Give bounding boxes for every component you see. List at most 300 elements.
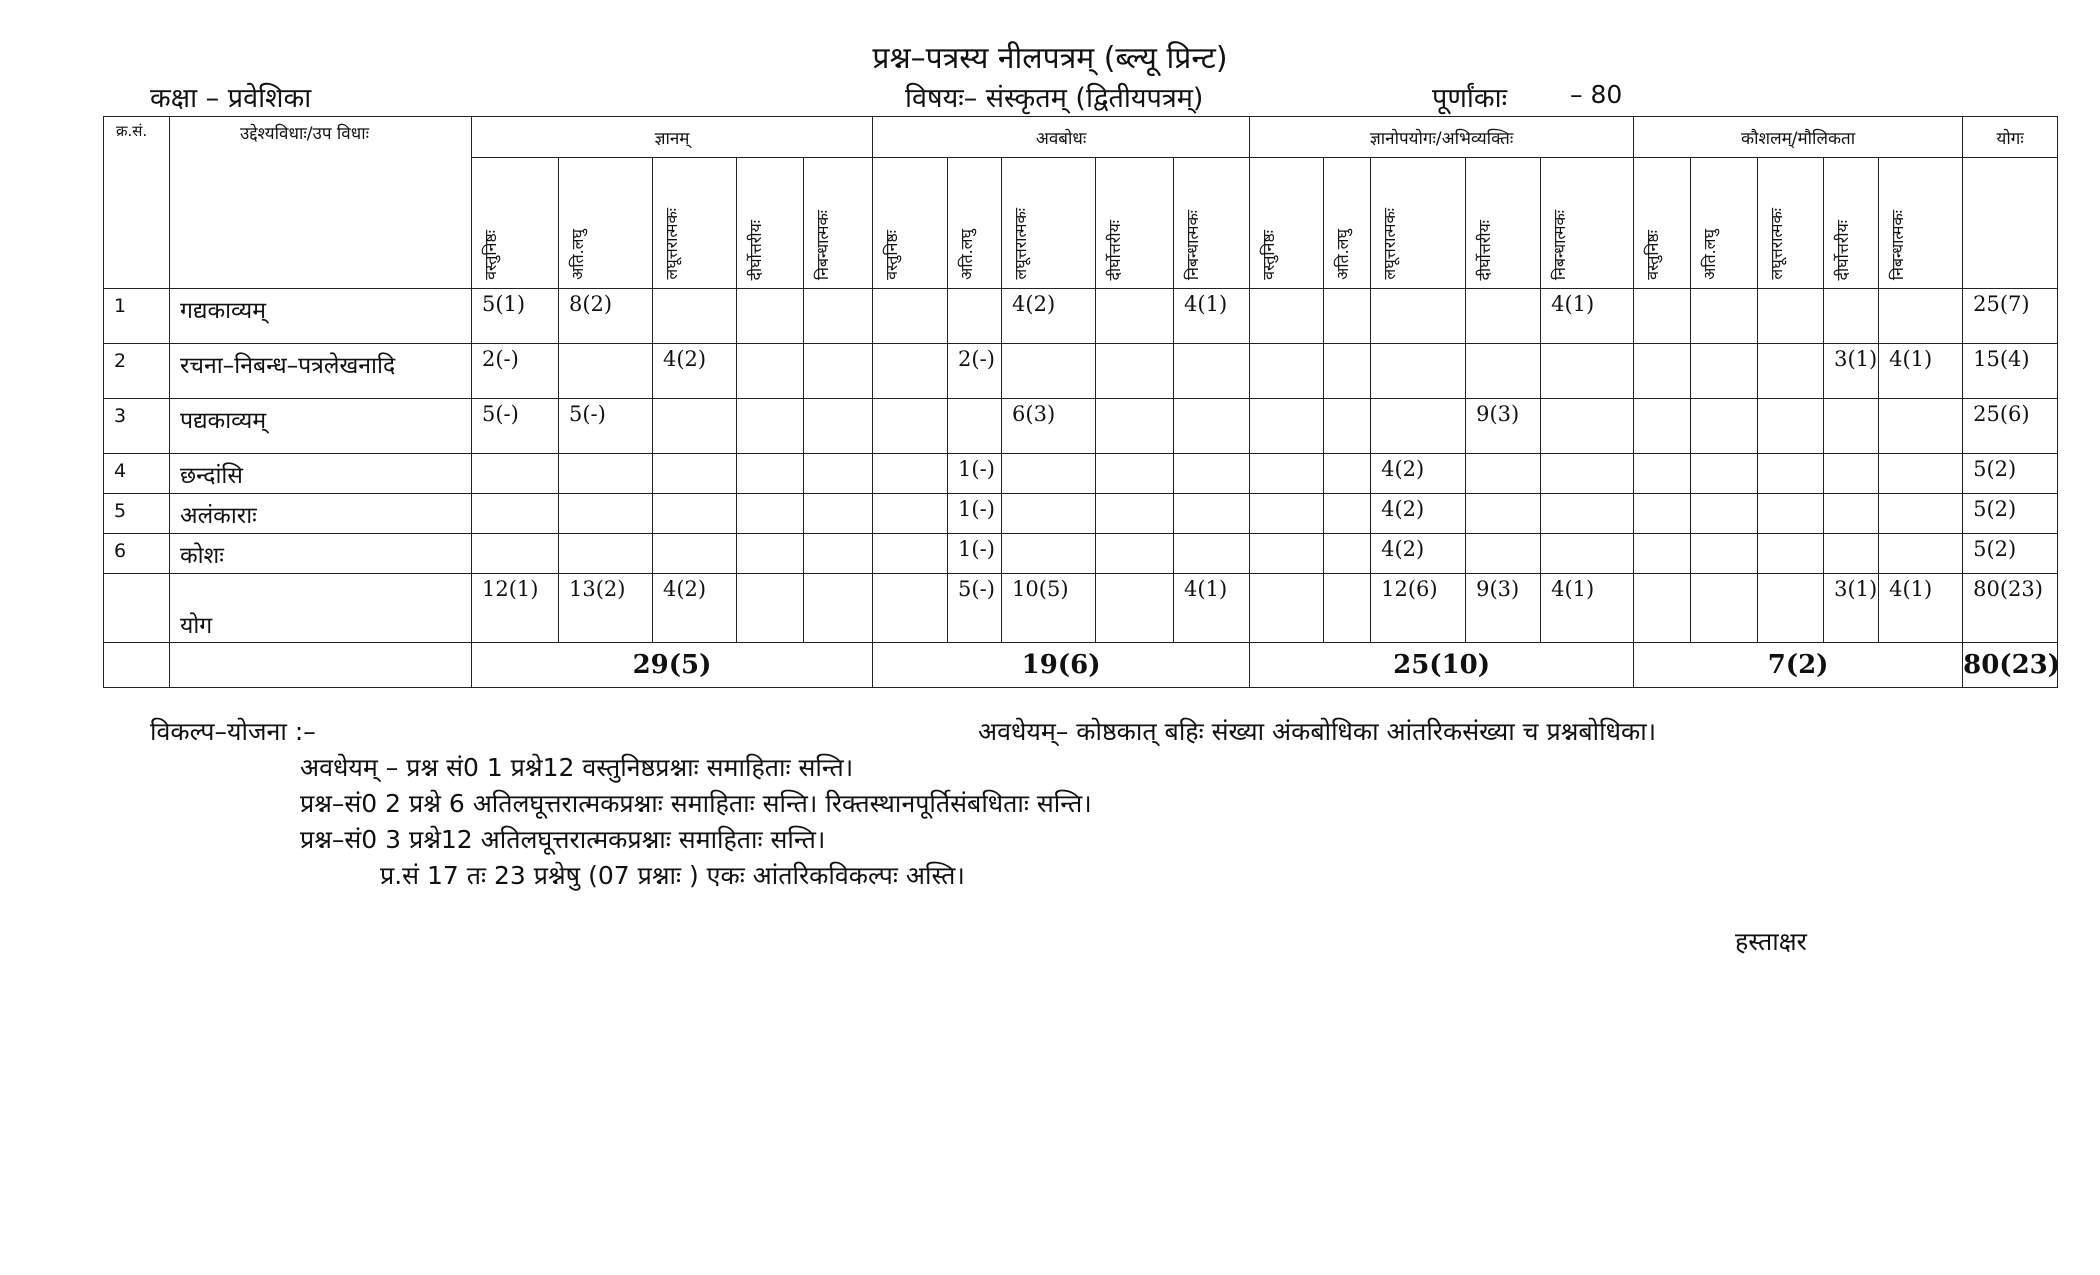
row-sn-cell	[104, 454, 170, 494]
cell-value	[1691, 344, 1757, 347]
table-cell	[1634, 534, 1691, 574]
table-cell	[1174, 494, 1250, 534]
note-line-2: प्रश्न–सं0 2 प्रश्ने 6 अतिलघूत्तरात्मकप्रश्नाः समाहिताः सन्ति। रिक्तस्थानपूर्तिसंबधिताः सन्ति।	[300, 789, 1092, 818]
table-cell	[1691, 289, 1758, 344]
table-cell	[737, 534, 804, 574]
cell-value	[1691, 454, 1757, 457]
row-sn-cell	[104, 344, 170, 399]
row-sn: 2	[114, 350, 127, 372]
table-cell	[804, 399, 873, 454]
group-total-cell	[472, 643, 873, 688]
cell-value: 4(2)	[1381, 537, 1425, 561]
subheader-label: निबन्धात्मकः	[1550, 209, 1570, 280]
table-cell	[1002, 399, 1096, 454]
row-name-cell	[170, 344, 472, 399]
group-total-value: 7(2)	[1767, 650, 1829, 680]
cell-value	[653, 399, 736, 402]
cell-value	[1758, 344, 1823, 347]
table-cell	[1691, 399, 1758, 454]
row-name: गद्यकाव्यम्	[180, 298, 267, 324]
subheader-cell	[737, 158, 804, 289]
table-cell	[1466, 454, 1541, 494]
subheader-cell	[1824, 158, 1879, 289]
cell-value	[1174, 494, 1249, 497]
cell-value	[737, 399, 803, 402]
header-objective: उद्देश्यविधाः/उप विधाः	[170, 117, 472, 289]
subheader-label: लघूत्तरात्मकः	[1380, 208, 1400, 280]
table-cell	[1371, 344, 1466, 399]
row-total: 5(2)	[1973, 497, 2017, 521]
cell-value	[1002, 494, 1095, 497]
row-total: 25(7)	[1973, 292, 2030, 316]
table-cell	[559, 454, 653, 494]
table-cell	[1879, 344, 1963, 399]
total-cell-value: 13(2)	[569, 577, 626, 601]
page-title: प्रश्न–पत्रस्य नीलपत्रम् (ब्ल्यू प्रिन्ट)	[872, 41, 1228, 76]
table-cell	[1634, 399, 1691, 454]
full-marks-label: पूर्णांकाः	[1432, 83, 1508, 114]
cell-value	[653, 454, 736, 457]
table-cell	[1371, 534, 1466, 574]
total-cell	[1824, 574, 1879, 643]
class-label: कक्षा – प्रवेशिका	[150, 83, 312, 114]
table-cell	[1250, 344, 1324, 399]
table-cell	[804, 289, 873, 344]
subheader-label: अति.लघु	[568, 229, 587, 280]
cell-value	[472, 534, 558, 537]
cell-value	[804, 399, 872, 402]
table-cell	[559, 399, 653, 454]
table-cell	[1466, 344, 1541, 399]
cell-value	[1096, 494, 1173, 497]
table-cell	[1879, 289, 1963, 344]
cell-value	[873, 289, 947, 292]
total-cell	[1174, 574, 1250, 643]
row-name: कोशः	[180, 543, 224, 569]
subheader-label: दीर्घोत्तरीयः	[1105, 219, 1125, 280]
table-cell	[1002, 289, 1096, 344]
cell-value	[1250, 344, 1323, 347]
header-total: योगः	[1963, 117, 2058, 158]
row-sn: 1	[114, 295, 127, 317]
cell-value	[1824, 454, 1878, 457]
cell-value	[1758, 289, 1823, 292]
table-cell	[1250, 534, 1324, 574]
subheader-label: अति.लघु	[957, 229, 977, 280]
cell-value	[804, 454, 872, 457]
cell-value	[1002, 454, 1095, 457]
subheader-cell	[804, 158, 873, 289]
table-row	[104, 289, 2058, 344]
row-total: 5(2)	[1973, 457, 2017, 481]
table-cell	[653, 494, 737, 534]
row-name: छन्दांसि	[180, 463, 243, 489]
table-cell	[737, 289, 804, 344]
cell-value	[653, 289, 736, 292]
table-cell	[804, 494, 873, 534]
cell-value	[1174, 399, 1249, 402]
grand-total-cell	[1963, 643, 2061, 688]
total-row-label-cell	[170, 574, 472, 643]
table-cell	[1758, 534, 1824, 574]
note-line-4: प्र.सं 17 तः 23 प्रश्नेषु (07 प्रश्नाः ) एकः आंतरिकविकल्पः अस्ति।	[380, 861, 965, 890]
subheader-cell	[873, 158, 948, 289]
cell-value	[1541, 534, 1633, 537]
cell-value	[559, 534, 652, 537]
table-cell	[472, 344, 559, 399]
table-cell	[1879, 454, 1963, 494]
subheader-cell	[1324, 158, 1371, 289]
subheader-label: दीर्घोत्तरीयः	[1833, 219, 1853, 280]
table-cell	[873, 289, 948, 344]
table-cell	[948, 494, 1002, 534]
total-cell-value	[1096, 574, 1173, 577]
total-cell-value	[873, 574, 947, 577]
table-cell	[653, 289, 737, 344]
table-cell	[1879, 534, 1963, 574]
note-line-1: अवधेयम् – प्रश्न सं0 1 प्रश्ने12 वस्तुनिष्ठप्रश्नाः समाहिताः सन्ति।	[300, 753, 854, 782]
table-cell	[1541, 289, 1634, 344]
group-total-cell	[873, 643, 1250, 688]
group-total-value: 29(5)	[632, 650, 712, 680]
table-cell	[1541, 344, 1634, 399]
table-cell	[1174, 454, 1250, 494]
subheader-label: वस्तुनिष्ठः	[882, 230, 902, 280]
total-row	[104, 574, 2058, 643]
row-name: अलंकाराः	[180, 503, 257, 529]
row-total-cell	[1963, 494, 2058, 534]
table-cell	[737, 344, 804, 399]
total-cell-value	[1634, 574, 1690, 577]
table-cell	[948, 399, 1002, 454]
cell-value	[472, 454, 558, 457]
cell-value	[1634, 399, 1690, 402]
cell-value	[1634, 494, 1690, 497]
table-cell	[1758, 494, 1824, 534]
group-header-skill: कौशलम्/मौलिकता	[1634, 117, 1963, 158]
cell-value	[1096, 454, 1173, 457]
row-sn: 5	[114, 500, 127, 522]
table-cell	[1002, 534, 1096, 574]
total-cell	[804, 574, 873, 643]
cell-value	[1096, 289, 1173, 292]
table-cell	[948, 344, 1002, 399]
cell-value	[1371, 399, 1465, 402]
table-cell	[1758, 289, 1824, 344]
table-cell	[653, 454, 737, 494]
table-cell	[1634, 494, 1691, 534]
table-cell	[1691, 494, 1758, 534]
table-cell	[1324, 454, 1371, 494]
table-cell	[1174, 289, 1250, 344]
cell-value: 1(-)	[958, 497, 995, 521]
table-cell	[472, 289, 559, 344]
subheader-label: दीर्घोत्तरीयः	[1475, 219, 1495, 280]
total-row-sn	[104, 574, 170, 643]
total-cell-value: 12(1)	[482, 577, 539, 601]
subheader-cell	[1371, 158, 1466, 289]
cell-value	[873, 344, 947, 347]
table-cell	[737, 399, 804, 454]
table-cell	[1691, 534, 1758, 574]
cell-value	[1758, 494, 1823, 497]
cell-value	[1324, 399, 1370, 402]
cell-value	[1466, 454, 1540, 457]
grand-total-value: 80(23)	[1963, 650, 2061, 680]
table-cell	[1466, 494, 1541, 534]
row-sn-cell	[104, 534, 170, 574]
total-cell	[472, 574, 559, 643]
table-cell	[1466, 289, 1541, 344]
table-cell	[948, 454, 1002, 494]
cell-value	[1541, 494, 1633, 497]
subheader-cell	[1758, 158, 1824, 289]
cell-value	[1250, 534, 1323, 537]
total-cell	[559, 574, 653, 643]
cell-value	[1174, 534, 1249, 537]
total-row-total: 80(23)	[1973, 577, 2043, 601]
cell-value	[737, 289, 803, 292]
table-cell	[1879, 494, 1963, 534]
subheader-cell	[1096, 158, 1174, 289]
cell-value	[804, 289, 872, 292]
table-cell	[472, 399, 559, 454]
group-header-understanding: अवबोधः	[873, 117, 1250, 158]
group-total-cell	[1634, 643, 1963, 688]
total-cell	[1324, 574, 1371, 643]
total-cell-value	[1324, 574, 1370, 577]
row-name: पद्यकाव्यम्	[180, 408, 267, 434]
subheader-cell	[653, 158, 737, 289]
cell-value: 1(-)	[958, 537, 995, 561]
cell-value	[1634, 534, 1690, 537]
table-cell	[472, 494, 559, 534]
table-cell	[804, 344, 873, 399]
table-cell	[1371, 289, 1466, 344]
row-sn-cell	[104, 399, 170, 454]
cell-value: 4(2)	[1381, 457, 1425, 481]
cell-value	[1250, 399, 1323, 402]
subheader-label: अति.लघु	[1700, 229, 1720, 280]
table-cell	[1002, 344, 1096, 399]
cell-value	[1324, 289, 1370, 292]
cell-value	[1879, 454, 1962, 457]
row-sn-cell	[104, 289, 170, 344]
total-cell	[1691, 574, 1758, 643]
total-cell	[1879, 574, 1963, 643]
cell-value: 9(3)	[1476, 402, 1520, 426]
subheader-cell	[948, 158, 1002, 289]
table-cell	[1758, 454, 1824, 494]
cell-value: 5(-)	[482, 402, 519, 426]
cell-value	[1824, 494, 1878, 497]
table-cell	[1096, 534, 1174, 574]
cell-value	[1691, 534, 1757, 537]
total-cell-value	[1691, 574, 1757, 577]
table-cell	[1691, 344, 1758, 399]
subheader-label: दीर्घोत्तरीयः	[746, 219, 765, 280]
table-cell	[1824, 494, 1879, 534]
table-cell	[1250, 454, 1324, 494]
table-cell	[559, 344, 653, 399]
subheader-label: अति.लघु	[1333, 229, 1353, 280]
cell-value	[653, 534, 736, 537]
total-cell	[948, 574, 1002, 643]
cell-value	[804, 344, 872, 347]
cell-value	[1824, 399, 1878, 402]
row-name-cell	[170, 534, 472, 574]
group-header-knowledge: ज्ञानम्	[472, 117, 873, 158]
subheader-cell	[1879, 158, 1963, 289]
row-total-cell	[1963, 289, 2058, 344]
cell-value	[1371, 289, 1465, 292]
table-cell	[1174, 399, 1250, 454]
table-row	[104, 534, 2058, 574]
signature-label: हस्ताक्षर	[1735, 927, 1807, 956]
table-cell	[1371, 399, 1466, 454]
cell-value: 4(2)	[1012, 292, 1056, 316]
cell-value: 8(2)	[569, 292, 613, 316]
cell-value	[1691, 289, 1757, 292]
total-cell	[873, 574, 948, 643]
total-cell	[1466, 574, 1541, 643]
table-cell	[873, 344, 948, 399]
cell-value	[559, 454, 652, 457]
cell-value	[1691, 494, 1757, 497]
subject-label: विषयः– संस्कृतम् (द्वितीयपत्रम्)	[905, 83, 1204, 114]
group-total-value: 25(10)	[1393, 650, 1491, 680]
table-cell	[1250, 289, 1324, 344]
total-cell-value	[737, 574, 803, 577]
table-row	[104, 494, 2058, 534]
cell-value	[1541, 454, 1633, 457]
subheader-cell	[1634, 158, 1691, 289]
table-cell	[804, 534, 873, 574]
row-total: 15(4)	[1973, 347, 2030, 371]
table-cell	[873, 454, 948, 494]
table-cell	[1634, 289, 1691, 344]
table-cell	[1758, 399, 1824, 454]
full-marks-value: – 80	[1570, 80, 1623, 109]
table-cell	[804, 454, 873, 494]
cell-value	[1691, 399, 1757, 402]
subheader-label: वस्तुनिष्ठः	[1643, 230, 1663, 280]
cell-value	[1250, 494, 1323, 497]
subheader-cell	[559, 158, 653, 289]
table-cell	[1324, 289, 1371, 344]
cell-value	[1824, 289, 1878, 292]
table-cell	[1824, 344, 1879, 399]
table-row	[104, 399, 2058, 454]
total-cell	[1096, 574, 1174, 643]
remark-note: अवधेयम्– कोष्ठकात् बहिः संख्या अंकबोधिका आंतरिकसंख्या च प्रश्नबोधिका।	[978, 717, 1657, 746]
subheader-label: निबन्धात्मकः	[1888, 209, 1908, 280]
table-cell	[1324, 399, 1371, 454]
table-cell	[1466, 399, 1541, 454]
cell-value	[1758, 399, 1823, 402]
row-total-cell	[1963, 454, 2058, 494]
cell-value	[1758, 534, 1823, 537]
table-cell	[1324, 534, 1371, 574]
total-cell	[1250, 574, 1324, 643]
table-row	[104, 344, 2058, 399]
table-cell	[1466, 534, 1541, 574]
cell-value	[737, 534, 803, 537]
cell-value	[948, 399, 1001, 402]
table-cell	[948, 289, 1002, 344]
row-sn: 6	[114, 540, 127, 562]
table-cell	[1324, 494, 1371, 534]
group-header-application: ज्ञानोपयोगः/अभिव्यक्तिः	[1250, 117, 1634, 158]
cell-value	[1096, 399, 1173, 402]
note-line-3: प्रश्न–सं0 3 प्रश्ने12 अतिलघूत्तरात्मकप्रश्नाः समाहिताः सन्ति।	[300, 825, 826, 854]
total-cell-value: 9(3)	[1476, 577, 1520, 601]
cell-value	[873, 454, 947, 457]
group-total-empty	[104, 643, 170, 688]
cell-value: 5(1)	[482, 292, 526, 316]
table-cell	[653, 399, 737, 454]
subheader-cell	[1691, 158, 1758, 289]
table-cell	[1250, 399, 1324, 454]
table-cell	[948, 534, 1002, 574]
cell-value	[873, 399, 947, 402]
total-row-total-cell	[1963, 574, 2058, 643]
table-cell	[1541, 494, 1634, 534]
cell-value	[1174, 344, 1249, 347]
cell-value	[1324, 454, 1370, 457]
table-cell	[1174, 344, 1250, 399]
cell-value: 4(2)	[1381, 497, 1425, 521]
table-cell	[1371, 454, 1466, 494]
table-cell	[1002, 454, 1096, 494]
subheader-label: वस्तुनिष्ठः	[1259, 230, 1279, 280]
table-cell	[1691, 454, 1758, 494]
cell-value	[948, 289, 1001, 292]
row-sn: 4	[114, 460, 127, 482]
row-name-cell	[170, 289, 472, 344]
row-total: 5(2)	[1973, 537, 2017, 561]
total-cell	[1758, 574, 1824, 643]
table-cell	[1879, 399, 1963, 454]
cell-value	[1250, 289, 1323, 292]
blueprint-table	[103, 116, 2061, 688]
cell-value: 6(3)	[1012, 402, 1056, 426]
subheader-label: निबन्धात्मकः	[1183, 209, 1203, 280]
subheader-cell	[1174, 158, 1250, 289]
total-cell	[737, 574, 804, 643]
row-total-cell	[1963, 534, 2058, 574]
total-cell-value: 5(-)	[958, 577, 995, 601]
table-cell	[559, 289, 653, 344]
cell-value	[1879, 534, 1962, 537]
total-cell-value: 12(6)	[1381, 577, 1438, 601]
table-cell	[1634, 454, 1691, 494]
total-cell-value: 4(1)	[1551, 577, 1595, 601]
cell-value	[1541, 344, 1633, 347]
cell-value: 1(-)	[958, 457, 995, 481]
table-cell	[1634, 344, 1691, 399]
cell-value	[1634, 454, 1690, 457]
cell-value	[1541, 399, 1633, 402]
table-cell	[737, 494, 804, 534]
group-total-row	[104, 643, 2058, 688]
total-cell	[653, 574, 737, 643]
table-cell	[1541, 534, 1634, 574]
table-cell	[653, 344, 737, 399]
cell-value: 2(-)	[958, 347, 995, 371]
cell-value	[1879, 399, 1962, 402]
table-cell	[1096, 399, 1174, 454]
